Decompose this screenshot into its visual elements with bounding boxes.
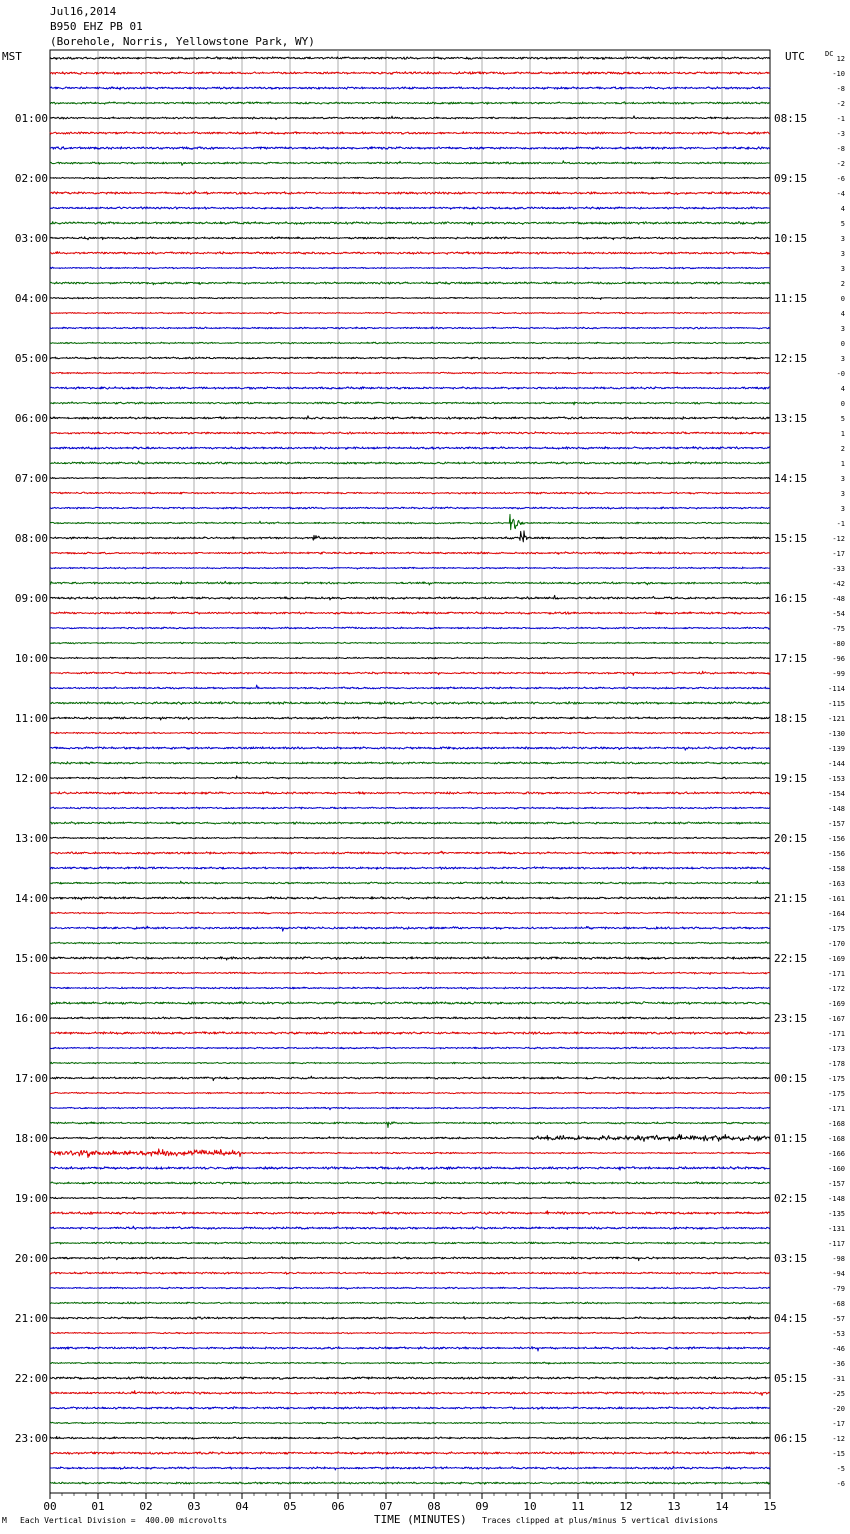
utc-hour-label: 22:15	[774, 952, 808, 965]
trace-line	[50, 581, 770, 585]
trace-line	[50, 416, 770, 420]
dc-offset-label: -164	[828, 910, 845, 918]
dc-offset-label: -172	[828, 985, 845, 993]
trace-line	[50, 87, 770, 90]
dc-offset-label: -169	[828, 1000, 845, 1008]
trace-line	[50, 147, 770, 150]
trace-line	[50, 881, 770, 884]
dc-offset-label: -98	[832, 1255, 845, 1263]
mst-hour-label: 06:00	[14, 412, 48, 425]
trace-line	[50, 1347, 770, 1351]
dc-offset-label: -25	[832, 1390, 845, 1398]
dc-offset-label: 3	[840, 355, 845, 363]
dc-offset-label: -94	[832, 1270, 845, 1278]
trace-line	[50, 402, 770, 405]
trace-line	[50, 312, 770, 314]
dc-offset-label: 2	[840, 280, 845, 288]
trace-line	[50, 514, 770, 529]
trace-line	[50, 701, 770, 704]
dc-offset-label: -12	[832, 1435, 845, 1443]
trace-line	[50, 552, 770, 555]
dc-offset-label: 1	[840, 430, 845, 438]
dc-offset-label: -68	[832, 1300, 845, 1308]
x-tick-label: 13	[667, 1500, 681, 1513]
x-tick-label: 12	[619, 1500, 633, 1513]
dc-offset-label: -121	[828, 715, 845, 723]
dc-offset-label: 3	[840, 505, 845, 513]
trace-line	[50, 132, 770, 135]
dc-offset-label: -96	[832, 655, 845, 663]
dc-offset-label: -166	[828, 1150, 845, 1158]
dc-offset-label: -175	[828, 1090, 845, 1098]
utc-hour-label: 17:15	[774, 652, 808, 665]
trace-line	[50, 717, 770, 720]
dc-offset-label: -178	[828, 1060, 845, 1068]
utc-hour-label: 12:15	[774, 352, 808, 365]
dc-offset-label: -42	[832, 580, 845, 588]
dc-offset-label: -10	[832, 70, 845, 78]
trace-line	[50, 1302, 770, 1304]
trace-line	[50, 387, 770, 390]
utc-hour-label: 05:15	[774, 1372, 808, 1385]
dc-offset-label: -8	[836, 85, 845, 93]
trace-line	[50, 267, 770, 269]
trace-line	[50, 531, 770, 542]
dc-offset-label: -99	[832, 670, 845, 678]
utc-hour-label: 00:15	[774, 1072, 808, 1085]
trace-line	[50, 807, 770, 809]
trace-line	[50, 1451, 770, 1454]
dc-offset-label: -33	[832, 565, 845, 573]
trace-line	[50, 282, 770, 285]
dc-offset-label: -115	[828, 700, 845, 708]
utc-hour-label: 02:15	[774, 1192, 808, 1205]
dc-offset-label: 5	[840, 415, 845, 423]
trace-line	[50, 1436, 770, 1439]
x-tick-label: 08	[427, 1500, 441, 1513]
utc-hour-label: 19:15	[774, 772, 808, 785]
dc-offset-label: 0	[840, 340, 845, 348]
trace-line	[50, 1391, 770, 1396]
x-axis-title: TIME (MINUTES)	[374, 1513, 467, 1526]
trace-line	[50, 942, 770, 944]
chart-date: Jul16,2014	[50, 5, 117, 18]
dc-offset-label: -148	[828, 1195, 845, 1203]
mst-hour-label: 10:00	[14, 652, 48, 665]
x-tick-label: 06	[331, 1500, 345, 1513]
trace-line	[50, 926, 770, 931]
dc-offset-label: -153	[828, 775, 845, 783]
dc-offset-label: -79	[832, 1285, 845, 1293]
trace-line	[50, 477, 770, 479]
trace-line	[50, 1047, 770, 1049]
mst-hour-label: 13:00	[14, 832, 48, 845]
dc-offset-label: -2	[836, 100, 845, 108]
dc-offset-label: 3	[840, 475, 845, 483]
clip-note: Traces clipped at plus/minus 5 vertical divisions	[482, 1516, 719, 1525]
trace-line	[50, 762, 770, 765]
trace-line	[50, 1002, 770, 1005]
mst-hour-label: 05:00	[14, 352, 48, 365]
x-tick-label: 14	[715, 1500, 729, 1513]
utc-hour-label: 03:15	[774, 1252, 808, 1265]
utc-hour-label: 10:15	[774, 232, 808, 245]
trace-line	[50, 1062, 770, 1064]
trace-line	[50, 747, 770, 750]
station-code: B950 EHZ PB 01	[50, 20, 143, 33]
x-tick-label: 11	[571, 1500, 585, 1513]
trace-line	[50, 912, 770, 914]
dc-offset-label: -154	[828, 790, 845, 798]
dc-offset-label: -161	[828, 895, 845, 903]
trace-line	[50, 1362, 770, 1364]
station-location: (Borehole, Norris, Yellowstone Park, WY)	[50, 35, 315, 48]
utc-hour-label: 04:15	[774, 1312, 808, 1325]
x-tick-label: 04	[235, 1500, 249, 1513]
dc-offset-label: -171	[828, 1030, 845, 1038]
utc-hour-label: 01:15	[774, 1132, 808, 1145]
x-tick-label: 01	[91, 1500, 105, 1513]
trace-line	[50, 161, 770, 166]
dc-offset-label: -48	[832, 595, 845, 603]
trace-line	[50, 372, 770, 374]
dc-offset-label: -169	[828, 955, 845, 963]
dc-offset-label: -117	[828, 1240, 845, 1248]
trace-line	[50, 567, 770, 569]
dc-offset-label: 3	[840, 325, 845, 333]
dc-offset-label: -167	[828, 1015, 845, 1023]
trace-line	[50, 1211, 770, 1215]
dc-offset-label: -31	[832, 1375, 845, 1383]
trace-line	[50, 595, 770, 600]
dc-offset-label: 12	[836, 55, 845, 63]
mst-hour-label: 21:00	[14, 1312, 48, 1325]
footer-mark: M	[2, 1516, 7, 1525]
trace-line	[50, 1422, 770, 1424]
mst-hour-label: 01:00	[14, 112, 48, 125]
trace-line	[50, 237, 770, 240]
dc-offset-label: -158	[828, 865, 845, 873]
dc-offset-label: -36	[832, 1360, 845, 1368]
trace-line	[50, 1242, 770, 1244]
x-tick-label: 03	[187, 1500, 201, 1513]
dc-offset-label: -114	[828, 685, 845, 693]
trace-line	[50, 102, 770, 104]
trace-line	[50, 446, 770, 449]
mst-hour-label: 02:00	[14, 172, 48, 185]
trace-line	[50, 297, 770, 299]
mst-hour-label: 12:00	[14, 772, 48, 785]
dc-offset-label: -17	[832, 1420, 845, 1428]
trace-line	[50, 851, 770, 854]
trace-line	[50, 671, 770, 675]
trace-line	[50, 822, 770, 824]
mst-hour-label: 15:00	[14, 952, 48, 965]
trace-line	[50, 1122, 770, 1128]
utc-hour-label: 16:15	[774, 592, 808, 605]
trace-line	[50, 627, 770, 629]
trace-line	[50, 1092, 770, 1094]
utc-hour-label: 06:15	[774, 1432, 808, 1445]
mst-hour-label: 20:00	[14, 1252, 48, 1265]
trace-line	[50, 1134, 770, 1141]
dc-offset-label: -175	[828, 925, 845, 933]
dc-offset-label: 4	[840, 205, 845, 213]
dc-offset-label: -148	[828, 805, 845, 813]
dc-offset-label: -163	[828, 880, 845, 888]
dc-title: DC	[825, 50, 834, 58]
dc-offset-label: 4	[840, 310, 845, 318]
dc-offset-label: -5	[836, 1465, 845, 1473]
dc-offset-label: 3	[840, 250, 845, 258]
dc-offset-label: -46	[832, 1345, 845, 1353]
trace-line	[50, 357, 770, 359]
trace-line	[50, 1226, 770, 1229]
mst-hour-label: 14:00	[14, 892, 48, 905]
dc-offset-label: 3	[840, 235, 845, 243]
dc-offset-label: 0	[840, 295, 845, 303]
trace-line	[50, 342, 770, 344]
x-tick-label: 10	[523, 1500, 537, 1513]
mst-hour-label: 22:00	[14, 1372, 48, 1385]
x-tick-label: 02	[139, 1500, 153, 1513]
trace-line	[50, 1107, 770, 1110]
dc-offset-label: 0	[840, 400, 845, 408]
dc-offset-label: -12	[832, 535, 845, 543]
utc-hour-label: 13:15	[774, 412, 808, 425]
utc-hour-label: 15:15	[774, 532, 808, 545]
trace-line	[50, 837, 770, 839]
dc-offset-label: -3	[836, 130, 845, 138]
trace-line	[50, 191, 770, 195]
trace-line	[50, 1182, 770, 1184]
mst-hour-label: 11:00	[14, 712, 48, 725]
mst-hour-label: 17:00	[14, 1072, 48, 1085]
trace-line	[50, 1031, 770, 1034]
mst-hour-label: 19:00	[14, 1192, 48, 1205]
x-tick-label: 00	[43, 1500, 57, 1513]
dc-offset-label: -54	[832, 610, 845, 618]
dc-offset-label: -8	[836, 145, 845, 153]
dc-offset-label: -6	[836, 175, 845, 183]
dc-offset-label: -1	[836, 520, 845, 528]
dc-offset-label: -131	[828, 1225, 845, 1233]
axis-labels	[15, 55, 845, 1513]
utc-hour-label: 08:15	[774, 112, 808, 125]
plot-frame	[50, 50, 770, 1493]
dc-offset-label: -4	[836, 190, 845, 198]
utc-hour-label: 21:15	[774, 892, 808, 905]
dc-offset-label: -156	[828, 835, 845, 843]
dc-offset-label: -130	[828, 730, 845, 738]
x-tick-label: 07	[379, 1500, 393, 1513]
trace-line	[50, 1287, 770, 1289]
mst-hour-label: 08:00	[14, 532, 48, 545]
trace-line	[50, 1316, 770, 1319]
dc-offset-label: -0	[836, 370, 845, 378]
dc-offset-label: -168	[828, 1120, 845, 1128]
mst-hour-label: 23:00	[14, 1432, 48, 1445]
trace-line	[50, 492, 770, 494]
trace-line	[50, 57, 770, 60]
utc-hour-label: 14:15	[774, 472, 808, 485]
trace-line	[50, 792, 770, 794]
mst-hour-label: 18:00	[14, 1132, 48, 1145]
dc-offset-label: -80	[832, 640, 845, 648]
dc-offset-label: 2	[840, 445, 845, 453]
dc-offset-label: -171	[828, 1105, 845, 1113]
scale-note: Each Vertical Division = 400.00 microvolts	[20, 1516, 228, 1525]
trace-line	[50, 116, 770, 120]
trace-line	[50, 776, 770, 779]
dc-offset-label: -20	[832, 1405, 845, 1413]
x-tick-label: 15	[763, 1500, 777, 1513]
dc-offset-label: -139	[828, 745, 845, 753]
trace-line	[50, 252, 770, 255]
dc-offset-label: -175	[828, 1075, 845, 1083]
dc-offset-label: -156	[828, 850, 845, 858]
dc-offset-label: -144	[828, 760, 845, 768]
dc-offset-label: -15	[832, 1450, 845, 1458]
mst-hour-label: 09:00	[14, 592, 48, 605]
trace-line	[50, 732, 770, 734]
trace-line	[50, 222, 770, 226]
dc-offset-label: 5	[840, 220, 845, 228]
trace-line	[50, 1197, 770, 1199]
dc-offset-label: -160	[828, 1165, 845, 1173]
trace-line	[50, 987, 770, 989]
trace-line	[50, 1017, 770, 1019]
trace-line	[50, 461, 770, 464]
trace-line	[50, 972, 770, 974]
dc-offset-label: -157	[828, 1180, 845, 1188]
trace-line	[50, 1377, 770, 1380]
x-tick-label: 09	[475, 1500, 489, 1513]
dc-offset-label: -1	[836, 115, 845, 123]
trace-line	[50, 657, 770, 659]
traces	[50, 57, 770, 1485]
trace-line	[50, 685, 770, 689]
mst-hour-label: 04:00	[14, 292, 48, 305]
dc-offset-label: -53	[832, 1330, 845, 1338]
dc-offset-label: -17	[832, 550, 845, 558]
trace-line	[50, 207, 770, 210]
trace-line	[50, 1167, 770, 1171]
trace-line	[50, 1407, 770, 1410]
trace-line	[50, 1257, 770, 1261]
trace-line	[50, 432, 770, 434]
dc-offset-label: -157	[828, 820, 845, 828]
dc-offset-label: -168	[828, 1135, 845, 1143]
utc-hour-label: 11:15	[774, 292, 808, 305]
trace-line	[50, 1332, 770, 1334]
dc-offset-label: -6	[836, 1480, 845, 1488]
dc-offset-label: -75	[832, 625, 845, 633]
trace-line	[50, 327, 770, 329]
trace-line	[50, 507, 770, 509]
trace-line	[50, 177, 770, 179]
mst-hour-label: 03:00	[14, 232, 48, 245]
right-axis-title: UTC	[785, 50, 805, 63]
trace-line	[50, 957, 770, 960]
dc-offset-label: 3	[840, 490, 845, 498]
utc-hour-label: 20:15	[774, 832, 808, 845]
mst-hour-label: 07:00	[14, 472, 48, 485]
left-axis-title: MST	[2, 50, 22, 63]
trace-line	[50, 1272, 770, 1274]
dc-offset-label: 3	[840, 265, 845, 273]
trace-line	[50, 1076, 770, 1081]
utc-hour-label: 09:15	[774, 172, 808, 185]
dc-offset-label: -2	[836, 160, 845, 168]
dc-offset-label: 1	[840, 460, 845, 468]
utc-hour-label: 18:15	[774, 712, 808, 725]
trace-line	[50, 612, 770, 615]
trace-line	[50, 1466, 770, 1470]
trace-line	[50, 642, 770, 644]
dc-offset-label: -173	[828, 1045, 845, 1053]
trace-line	[50, 72, 770, 75]
trace-line	[50, 897, 770, 900]
dc-offset-label: -135	[828, 1210, 845, 1218]
x-tick-label: 05	[283, 1500, 297, 1513]
trace-line	[50, 867, 770, 870]
utc-hour-label: 23:15	[774, 1012, 808, 1025]
trace-line	[50, 1482, 770, 1484]
trace-line	[50, 1149, 770, 1158]
dc-offset-label: 4	[840, 385, 845, 393]
dc-offset-label: -171	[828, 970, 845, 978]
mst-hour-label: 16:00	[14, 1012, 48, 1025]
dc-offset-label: -170	[828, 940, 845, 948]
dc-offset-label: -57	[832, 1315, 845, 1323]
